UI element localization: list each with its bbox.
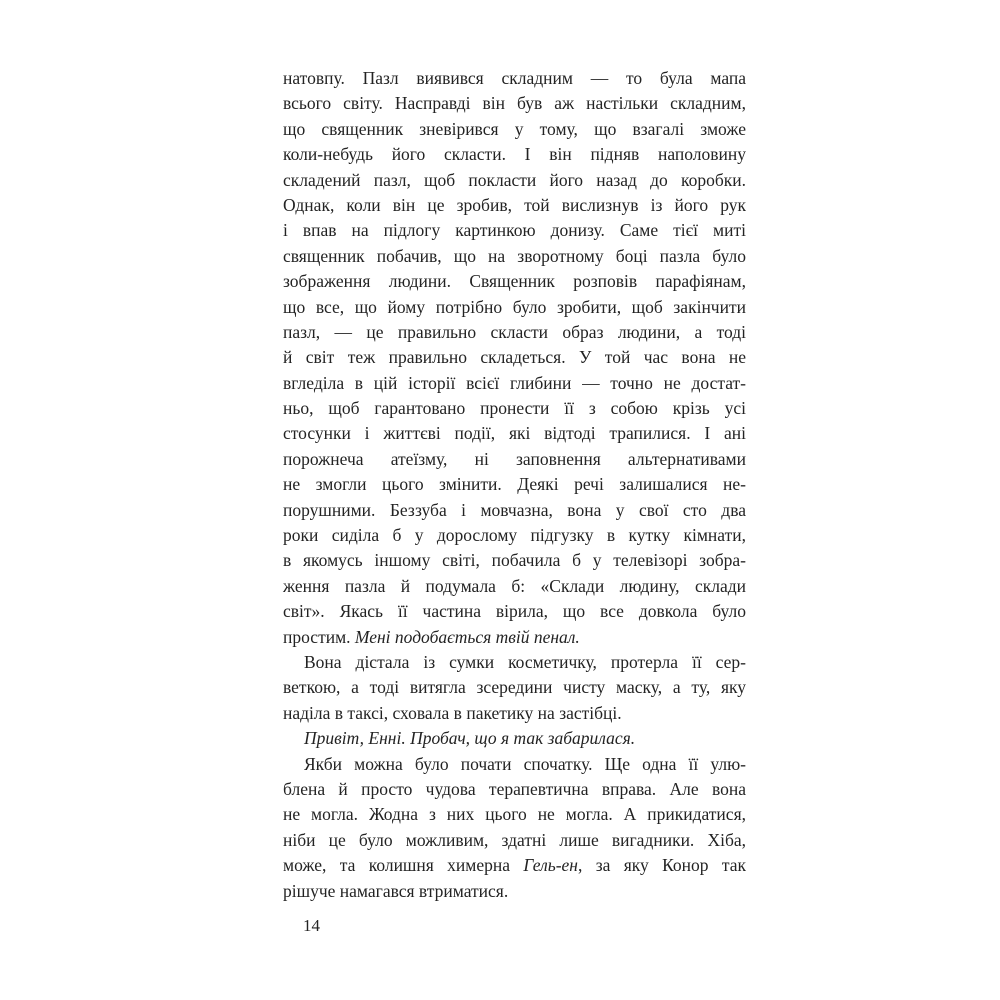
text-line <box>283 447 746 472</box>
text-line <box>283 879 746 904</box>
text-line <box>283 523 746 548</box>
text-line <box>283 828 746 853</box>
text-segment: ження пазла й подумала б: «Склади людину, склади <box>283 575 746 596</box>
text-segment: що священник зневірився у тому, що взагалі зможе <box>283 118 746 139</box>
text-segment: Вона дістала із сумки косметичку, протерла її сер- <box>304 651 746 672</box>
text-segment: складений пазл, щоб покласти його назад до коробки. <box>283 169 746 190</box>
text-line <box>283 701 746 726</box>
text-segment: блена й просто чудова терапевтична вправа. Але вона <box>283 778 746 799</box>
text-segment: всього світу. Насправді він був аж настільки складним, <box>283 93 746 114</box>
text-line <box>283 91 746 116</box>
text-line <box>283 802 746 827</box>
text-line <box>283 599 746 624</box>
text-segment: пазл, — це правильно скласти образ людини, а тоді <box>283 321 746 342</box>
italic-text-segment: Привіт, Енні. Пробач, що я так забарилася. <box>304 728 636 749</box>
text-segment: веткою, а тоді витягла зсередини чисту маску, а ту, яку <box>283 677 746 698</box>
text-line <box>283 117 746 142</box>
text-segment: рішуче намагався втриматися. <box>283 880 509 901</box>
text-line <box>283 218 746 243</box>
text-line <box>283 421 746 446</box>
text-line <box>283 396 746 421</box>
text-segment: не могла. Жодна з них цього не могла. А прикидатися, <box>283 804 746 825</box>
text-line <box>283 345 746 370</box>
text-line <box>283 498 746 523</box>
text-line <box>283 168 746 193</box>
text-segment: ніби це було можливим, здатні лише вигадники. Хіба, <box>283 829 746 850</box>
text-segment: порожнеча атеїзму, ні заповнення альтернативами <box>283 448 746 469</box>
text-segment: простим. <box>283 626 355 647</box>
italic-text-segment: Гель-ен <box>523 855 578 876</box>
text-segment: коли-небудь його скласти. І він підняв наполовину <box>283 144 746 165</box>
text-segment: й світ теж правильно складеться. У той час вона не <box>283 347 746 368</box>
text-line <box>283 853 746 878</box>
text-line <box>283 269 746 294</box>
text-segment: Однак, коли він це зробив, той вислизнув із його рук <box>283 194 746 215</box>
text-segment: і впав на підлогу картинкою донизу. Саме тієї миті <box>283 220 746 241</box>
text-segment: може, та колишня химерна <box>283 855 524 876</box>
page-number: 14 <box>303 916 320 935</box>
text-segment: в якомусь іншому світі, побачила б у телевізорі зобра- <box>283 550 746 571</box>
text-line <box>283 66 746 91</box>
text-line <box>283 320 746 345</box>
text-line <box>283 625 746 650</box>
text-segment: світ». Якась її частина вірила, що все довкола було <box>283 601 746 622</box>
text-segment: роки сиділа б у дорослому підгузку в кутку кімнати, <box>283 525 746 546</box>
text-line <box>283 472 746 497</box>
italic-text-segment: Мені подобається твій пенал. <box>354 626 580 647</box>
text-line <box>283 650 746 675</box>
text-segment: ньо, щоб гарантовано пронести її з собою крізь усі <box>283 398 746 419</box>
text-line <box>283 752 746 777</box>
text-line <box>283 777 746 802</box>
text-segment: священник побачив, що на зворотному боці пазла було <box>283 245 746 266</box>
text-line <box>283 193 746 218</box>
text-line <box>283 244 746 269</box>
text-segment: що все, що йому потрібно було зробити, щоб закінчити <box>283 296 746 317</box>
text-line <box>283 675 746 700</box>
text-segment: , за яку Конор так <box>577 855 746 876</box>
text-line <box>283 295 746 320</box>
text-segment: наділа в таксі, сховала в пакетику на застібці. <box>283 702 622 723</box>
text-line <box>283 142 746 167</box>
text-segment: не змогли цього змінити. Деякі речі залишалися не- <box>283 474 746 495</box>
text-line <box>283 371 746 396</box>
text-line <box>283 548 746 573</box>
text-segment: Якби можна було почати спочатку. Ще одна її улю- <box>304 753 746 774</box>
text-segment: порушними. Беззуба і мовчазна, вона у свої сто два <box>283 499 746 520</box>
text-segment: вгледіла в цій історії всієї глибини — точно не достат- <box>283 372 746 393</box>
text-line <box>283 574 746 599</box>
text-segment: стосунки і життєві події, які відтоді трапилися. І ані <box>283 423 746 444</box>
page-text <box>283 66 746 904</box>
text-line <box>283 726 746 751</box>
text-segment: натовпу. Пазл виявився складним — то була мапа <box>283 68 746 88</box>
text-segment: зображення людини. Священник розповів парафіянам, <box>283 271 746 292</box>
